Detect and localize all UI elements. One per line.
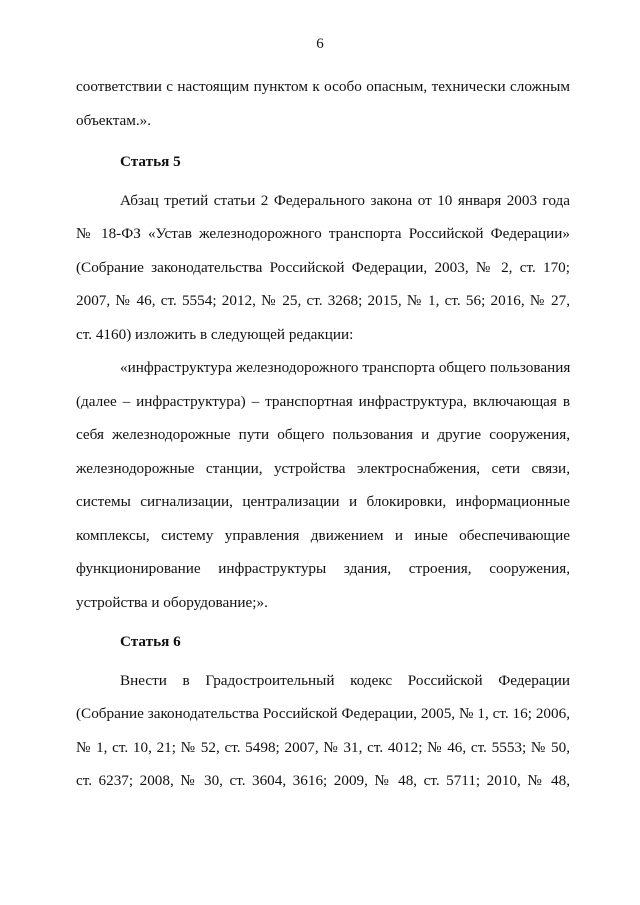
text-line: 2007, № 46, ст. 5554; 2012, № 25, ст. 3268; 2015, № 1, ст. 56; 2016, № 27, xyxy=(76,292,570,309)
text-line: Абзац третий статьи 2 Федерального закона от 10 января 2003 года xyxy=(120,191,570,209)
text-line: «инфраструктура железнодорожного транспорта общего пользования xyxy=(120,359,571,376)
text-line: железнодорожные станции, устройства электроснабжения, сети связи, xyxy=(76,459,570,477)
article-5-heading: Статья 5 xyxy=(120,153,181,170)
text-line: (Собрание законодательства Российской Федерации, 2005, № 1, ст. 16; 2006, xyxy=(76,705,570,722)
article-6-heading: Статья 6 xyxy=(120,633,181,650)
page-number: 6 xyxy=(316,36,324,52)
document-body xyxy=(76,70,570,798)
text-line: комплексы, систему управления движением и иные обеспечивающие xyxy=(76,526,570,544)
text-line: ст. 6237; 2008, № 30, ст. 3604, 3616; 2009, № 48, ст. 5711; 2010, № 48, xyxy=(76,772,570,789)
text-line: себя железнодорожные пути общего пользования и другие сооружения, xyxy=(76,426,570,443)
text-line: системы сигнализации, централизации и блокировки, информационные xyxy=(76,493,570,510)
text-line: функционирование инфраструктуры здания, строения, сооружения, xyxy=(76,560,570,577)
text-line: ст. 4160) изложить в следующей редакции: xyxy=(76,325,354,343)
article-5-paragraph-1 xyxy=(76,184,570,352)
text-line: № 18-ФЗ «Устав железнодорожного транспорта Российской Федерации» xyxy=(76,225,570,242)
text-line: объектам.». xyxy=(76,111,152,129)
text-line: (Собрание законодательства Российской Федерации, 2003, № 2, ст. 170; xyxy=(76,258,570,276)
article-5-quoted-definition xyxy=(76,351,570,619)
text-line: Внести в Градостроительный кодекс Российской Федерации xyxy=(120,671,570,689)
text-line: соответствии с настоящим пунктом к особо опасным, технически сложным xyxy=(76,78,570,95)
text-line: № 1, ст. 10, 21; № 52, ст. 5498; 2007, № 31, ст. 4012; № 46, ст. 5553; № 50, xyxy=(76,738,570,756)
text-line: (далее – инфраструктура) – транспортная инфраструктура, включающая в xyxy=(76,392,570,410)
text-line: устройства и оборудование;». xyxy=(76,593,268,611)
article-6-paragraph-1 xyxy=(76,664,570,798)
paragraph-continuation xyxy=(76,70,570,137)
